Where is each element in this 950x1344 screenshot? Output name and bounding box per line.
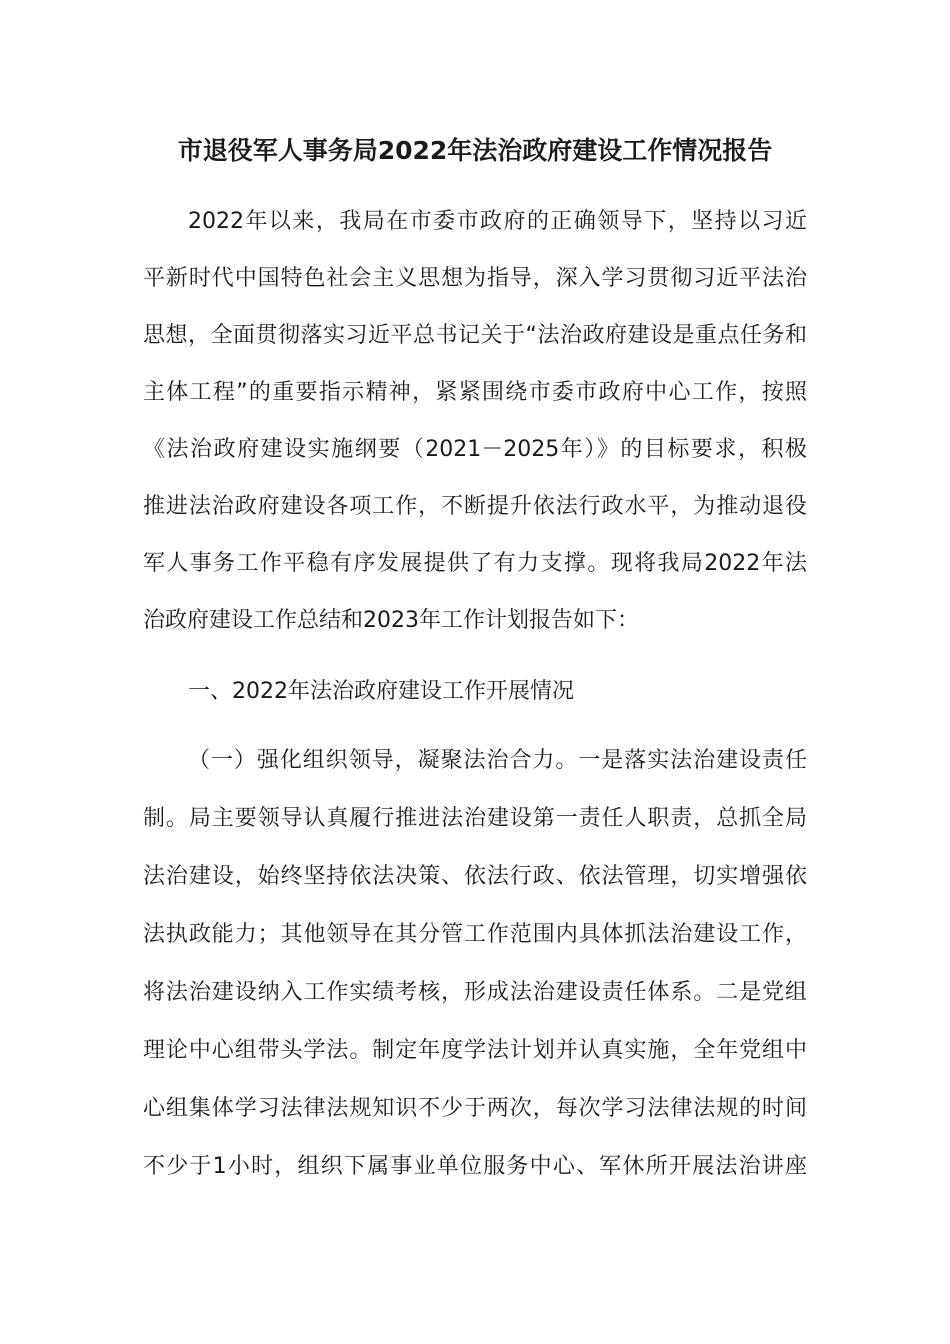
paragraph-line: 思想，全面贯彻落实习近平总书记关于“法治政府建设是重点任务和 [143,323,807,348]
paragraph-line: 心组集体学习法律法规知识不少于两次，每次学习法律法规的时间 [143,1096,807,1121]
paragraph-line: 制。局主要领导认真履行推进法治建设第一责任人职责，总抓全局 [143,806,807,831]
section-heading: 一、2022年法治政府建设工作开展情况 [188,679,574,704]
paragraph-line: 法执政能力；其他领导在其分管工作范围内具体抓法治建设工作， [143,922,807,947]
paragraph-line: 不少于1小时，组织下属事业单位服务中心、军休所开展法治讲座 [143,1154,807,1179]
paragraph-line: 军人事务工作平稳有序发展提供了有力支撑。现将我局2022年法 [143,551,807,576]
paragraph-line: （一）强化组织领导，凝聚法治合力。一是落实法治建设责任 [188,748,807,773]
paragraph-line: 主体工程”的重要指示精神，紧紧围绕市委市政府中心工作，按照 [143,380,807,405]
paragraph-line: 将法治建设纳入工作实绩考核，形成法治建设责任体系。二是党组 [143,980,807,1005]
paragraph-line: 法治建设，始终坚持依法决策、依法行政、依法管理，切实增强依 [143,864,807,889]
paragraph-line: 理论中心组带头学法。制定年度学法计划并认真实施，全年党组中 [143,1038,807,1063]
document-title: 市退役军人事务局2022年法治政府建设工作情况报告 [177,136,773,165]
paragraph-line: 治政府建设工作总结和2023年工作计划报告如下： [143,608,639,633]
paragraph-line: 推进法治政府建设各项工作，不断提升依法行政水平，为推动退役 [143,494,807,519]
paragraph-line: 2022年以来，我局在市委市政府的正确领导下，坚持以习近 [188,209,807,234]
paragraph-line: 《法治政府建设实施纲要（2021－2025年）》的目标要求，积极 [143,437,807,462]
paragraph-line: 平新时代中国特色社会主义思想为指导，深入学习贯彻习近平法治 [143,266,807,291]
